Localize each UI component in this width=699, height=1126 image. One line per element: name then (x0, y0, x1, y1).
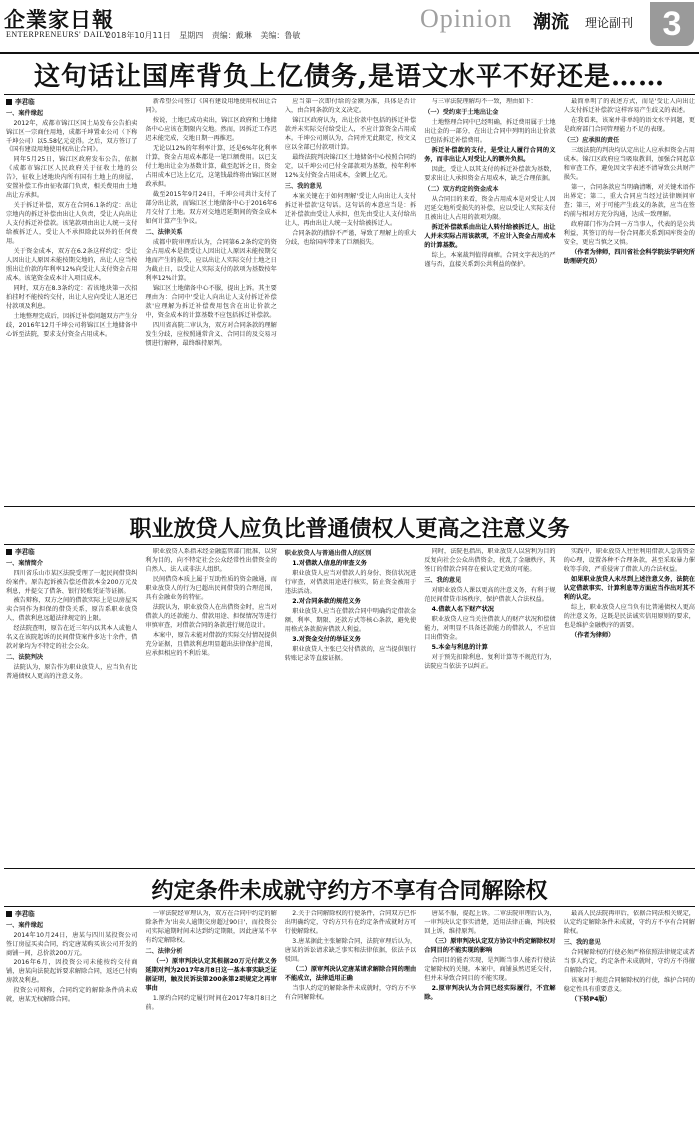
newspaper-logo-english: ENTERPRENEURS' DAILY (6, 30, 111, 39)
paragraph: 应当第一次即付给的金额为准，具体是否计入，由合同条款的文义决定。 (284, 98, 417, 114)
paragraph: 职业放贷人应当对借款人的身份、资信状况进行审查，对借款用途进行核实，防止资金被用于违法活动。 (284, 569, 417, 595)
paragraph: 关于资金成本，双方在6.2条这样约定：受让人因出让人原因未能按期交地的，出让人应当按照出让价款的年利率12%向受让人支付资金占用成本。该笔资金成本计入项目成本。 (6, 248, 138, 283)
paragraph: 新希望公司签订《国有建设用地使用权出让合同》。 (145, 98, 277, 114)
paragraph: 关于拆迁补偿，双方在合同6.1条约定：出让宗地内的拆迁补偿由出让人负责，受让人向出让人支付拆迁补偿款。该笔款项由出让人统一支付给被拆迁人，受让人不承担除此以外的任何费用。 (6, 202, 138, 246)
paragraph: 四川省高院二审认为，双方对合同条款的理解发生分歧，应按照通常含义、合同目的及交易习惯进行解释，最终维持原判。 (145, 321, 277, 347)
paragraph: 1.原约合同约定履行时间在2017年8月8日之前。 (145, 994, 277, 1011)
paragraph: 在我看来，该案并非单纯的语文水平问题，更是政府部门合同管理能力不足的表现。 (563, 116, 695, 133)
paragraph: 最终法院判决锦江区土地储备中心按照合同约定，以千坤公司已付全部款项为基数，按年利率12%支付资金占用成本，金额上亿元。 (284, 153, 417, 179)
text-column (145, 98, 276, 502)
paragraph: 从合同目的来看，资金占用成本是对受让人因迟延交地所受损失的补偿，应以受让人实际支付且被出让人占用的款项为限。 (424, 195, 556, 221)
section-heading: 三、我的意见 (424, 576, 462, 584)
paragraph: 法院认为，职业放贷人在出借资金时，应当对借款人的还款能力、借款用途、担保情况等进行审慎审查，对借款合同的条款进行规范设计。 (145, 603, 277, 629)
article-1-body (6, 98, 695, 502)
issue-weekday: 星期四 (179, 31, 204, 40)
emphasis-paragraph: 4.借款人名下财产状况 (431, 605, 494, 613)
paragraph: 当事人约定的解除条件未成就时，守约方不享有合同解除权。 (284, 984, 417, 1001)
article-3-body (6, 910, 695, 1122)
paragraph: 3.唐某据此主张解除合同，法院审理后认为，唐某的诉讼请求缺乏事实和法律依据，依法予以驳回。 (284, 937, 417, 963)
author-name: 李君临 (15, 98, 35, 106)
text-column (564, 548, 695, 866)
byline-square-icon (6, 99, 12, 105)
paragraph: 按说，土地已成功卖出，锦江区政府和土地储备中心应该在期限内交地。然而，因拆迁工作迟迟未能完成，交地日期一再推迟。 (145, 116, 277, 142)
text-column (424, 910, 555, 1122)
section-heading: 职业放贷人与普通出借人的区别 (284, 550, 372, 557)
paragraph: 实践中，职业放贷人往往利用借款人急需资金的心理，设置各种不合理条款，甚至采取暴力催收等手段，严重侵害了借款人的合法权益。 (563, 548, 695, 573)
article-2-body (6, 548, 695, 866)
text-column (285, 910, 416, 1122)
paragraph: 第一，合同条款应当明确清晰，对关键术语作出界定；第二，重大合同应当经过法律顾问审查；第三，对于可能产生歧义的条款，应当在签约前与相对方充分沟通，达成一致理解。 (563, 183, 695, 218)
emphasis-paragraph: 如果职业放贷人未尽到上述注意义务，法院在认定借款事实、计算利息等方面应当作出对其不利的认定。 (563, 575, 695, 601)
text-column (285, 548, 416, 866)
section-heading: 一、案件缘起 (6, 921, 44, 929)
section-title-english: Opinion (420, 4, 513, 33)
paragraph: 被告辩称，双方之间的借款实际上是以房屋买卖合同作为担保的借贷关系，原告系职业放贷人，借款利息远超法律规定的上限。 (6, 597, 138, 623)
emphasis-paragraph: 5.本金与利息的计算 (431, 643, 488, 651)
issue-date: 2018年10月11日 (106, 31, 171, 40)
newspaper-logo: 企業家日報 (4, 7, 114, 32)
editor-credit: 责编：戴琳 (211, 31, 252, 40)
paragraph: 一审法院经审理认为，双方在合同中约定的解除条件为'出卖人逾期交房超过90日'，而投资公司实际逾期时间未达到约定期限，因此唐某不享有约定解除权。 (145, 910, 277, 944)
paragraph: 经法院查明，原告在近三年内以其本人或他人名义在该院起诉的民间借贷案件多达十余件，借款对象均为不特定的社会公众。 (6, 625, 138, 651)
author-name: 李君临 (15, 548, 35, 556)
emphasis-paragraph: （二）原审判决认定唐某请求解除合同的理由不能成立，法律适用正确 (284, 965, 417, 982)
text-column (6, 98, 137, 502)
paragraph: 同年5月25日，锦江区政府发布公告，依据《成都市锦江区人民政府关于征收土地的公告》，征收上述地块内所有国有土地上的房屋，安置补偿工作由征收部门负责，相关费用由土地出让方承担。 (6, 156, 138, 200)
paragraph: 因此，受让人以其支付的拆迁补偿款为基数，要求出让人承担资金占用成本，缺乏合理依据。 (424, 165, 556, 182)
paragraph: 截至2015年9月24日，千坤公司共计支付了部分出让款，而锦江区土地储备中心于2016年6月交付了土地。双方对交地迟延期间的资金成本如何计算产生争议。 (145, 190, 277, 225)
section-heading: （二）双方约定的资金成本 (424, 185, 499, 193)
paragraph: 合同条款的措辞不严谨，导致了理解上的重大分歧，也给国库带来了巨额损失。 (284, 229, 417, 246)
paragraph: 无论以12%的年利率计算，还是6%年化利率计算，资金占用成本都是一笔巨额费用。以已支付土地出让金为基数计算，截至起诉之日，资金占用成本已达上亿元，这笔钱最终将由锦江区财政承担。 (145, 144, 277, 188)
paragraph: 2014年10月24日，唐某与四川某投资公司签订房屋买卖合同，约定唐某购买该公司开发的商铺一间，总价款200万元。 (6, 931, 138, 957)
section-heading: （三）应承担的责任 (563, 136, 620, 144)
author-note: （下转P4版） (571, 995, 611, 1003)
paragraph: 综上，职业放贷人应当负有比普通债权人更高的注意义务，这既是民法诚实信用原则的要求，也是维护金融秩序的需要。 (563, 603, 695, 629)
paragraph: 锦江区政府认为，出让价款中包括的拆迁补偿款并未实际交付给受让人，不应计算资金占用成本。千坤公司则认为，合同并无此限定，按文义应以全部已付款项计算。 (284, 116, 417, 151)
paragraph: 职业放贷人系指未经金融监管部门批准，以营利为目的，向不特定社会公众经常性出借资金的自然人、法人或非法人组织。 (145, 548, 277, 573)
section-heading: 二、法律关系 (145, 228, 183, 236)
paragraph: 对职业放贷人课以更高的注意义务，有利于规范民间借贷市场秩序，保护借款人合法权益。 (424, 586, 556, 603)
emphasis-paragraph: 1.对借款人信息的审查义务 (292, 559, 367, 567)
author-byline (6, 98, 137, 108)
text-column (145, 910, 276, 1122)
section-subtitle: 理论副刊 (585, 16, 634, 30)
masthead (0, 0, 699, 54)
divider (4, 94, 695, 95)
divider (4, 906, 695, 907)
section-heading: 二、法律分析 (145, 947, 183, 955)
emphasis-paragraph: 拆迁补偿款系由出让人转付给被拆迁人，出让人并未实际占用该款项，不应计入资金占用成本的计算基数。 (424, 223, 556, 249)
text-column (564, 98, 695, 502)
text-column (424, 98, 555, 502)
page-number-badge: 3 (650, 2, 694, 46)
article-2-headline: 职业放贷人应负比普通债权人更高之注意义务 (129, 516, 570, 542)
paragraph: 土地整理合同中已经明确，拆迁费用属于土地出让金的一部分，在出让合同中列明的出让价款已包括拆迁补偿费用。 (424, 118, 556, 144)
dateline (106, 30, 306, 41)
text-column (424, 548, 555, 866)
divider (4, 868, 695, 869)
paragraph: 锦江区土地储备中心不服，提出上诉。其主要理由为：合同中'受让人向出让人支付拆迁补偿款'应理解为拆迁补偿费用包含在出让价款之中，资金成本的计算基数不应包括拆迁补偿款。 (145, 284, 277, 319)
article-1-headline: 这句话让国库背负上亿债务,是语文水平不好还是…… (33, 62, 666, 92)
paragraph: 同时，法院也指出，职业放贷人以营利为目的反复向社会公众出借资金，扰乱了金融秩序，其签订的借款合同存在被认定无效的可能。 (424, 548, 556, 573)
text-column (145, 548, 276, 866)
emphasis-paragraph: （三）原审判决认定双方协议中约定解除权对合同目的不能实现的影响 (424, 937, 556, 954)
author-note: （作者为律师，四川省社会科学院法学研究所助理研究员） (563, 248, 695, 265)
emphasis-paragraph: 拆迁补偿款的支付，是受让人履行合同的义务，而非出让人对受让人的额外负担。 (424, 146, 556, 163)
section-heading: （一）受约束于土地出让金 (424, 108, 499, 116)
paragraph: 2.关于合同解除权的行使条件，合同双方已作出明确约定，守约方只有在约定条件成就时方可行使解除权。 (284, 910, 417, 935)
paragraph: 投资公司辩称，合同约定的解除条件尚未成就，唐某无权解除合同。 (6, 987, 138, 1004)
paragraph: 本案关键在于如何理解'受让人向出让人支付拆迁补偿款'这句话。这句话的本意应当是：拆迁补偿款由受让人承担，但先由受让人支付给出让人，再由出让人统一支付给被拆迁人。 (284, 192, 417, 227)
byline-square-icon (6, 549, 12, 555)
section-title: 潮流 (533, 12, 569, 33)
paragraph: 该案对于规范合同解除权的行使，维护合同的稳定性具有重要意义。 (563, 976, 695, 993)
text-column (6, 548, 137, 866)
paragraph: 成都中院审理后认为，合同第6.2条约定的资金占用成本是指受让人因出让人原因未能按期交地而产生的损失，应以出让人实际交付土地之日为截止日，以受让人实际支付的款项为基数按年利率12%计算。 (145, 238, 277, 282)
emphasis-paragraph: （一）原审判决认定其根据20万元付款义务延期对判为2017年8月8日这一基本事实缺乏证据证明，触及民诉法第200条第2项规定之再审事由 (145, 957, 277, 992)
section-heading: 三、我的意见 (563, 938, 601, 946)
paragraph: 对于预先扣除利息、复利计算等不规范行为，法院应当依法予以纠正。 (424, 653, 556, 670)
paragraph: 合同目的能否实现，是判断当事人能否行使法定解除权的关键。本案中，商铺虽然迟延交付，但并未导致合同目的不能实现。 (424, 956, 556, 982)
paragraph: 合同解除权的行使必须严格依照法律规定或者当事人约定，约定条件未成就时，守约方不得擅自解除合同。 (563, 948, 695, 974)
paragraph: 三级法院的判决均认定出让人应承担资金占用成本。锦江区政府应当吸取教训，加强合同起草和审查工作，避免因文字表述不清导致公共财产损失。 (563, 146, 695, 181)
paragraph: 综上，本案裁判值得商榷。合同文字表达的严谨与否，直接关系到公共利益的保护。 (424, 251, 556, 268)
text-column (285, 98, 416, 502)
author-note: （作者为律师） (571, 631, 615, 639)
paragraph: 2016年6月，因投资公司未能按约交付商铺，唐某向法院起诉要求解除合同，返还已付购房款及利息。 (6, 959, 138, 985)
emphasis-paragraph: 2.原审判决认为合同已经实际履行，不宜解除。 (424, 984, 556, 1001)
section-heading: 一、案件缘起 (6, 109, 44, 117)
byline-square-icon (6, 911, 12, 917)
text-column (564, 910, 695, 1122)
emphasis-paragraph: 2.对合同条款的规范义务 (292, 597, 361, 605)
article-3-headline: 约定条件未成就守约方不享有合同解除权 (151, 878, 548, 904)
paragraph: 职业放贷人应当关注借款人的财产状况和偿债能力，对明显不具备还款能力的借款人，不应盲目出借资金。 (424, 615, 556, 641)
author-byline (6, 548, 137, 558)
paragraph: 本案中，原告未能对借款的实际交付情况提供充分证据，且借款利息明显超出法律保护范围，应承担相应的不利后果。 (145, 631, 277, 657)
paragraph: 职业放贷人应当在借款合同中明确约定借款金额、利率、期限、还款方式等核心条款，避免使用格式条款损害借款人利益。 (284, 607, 417, 633)
paragraph: 四川省乐山市某区法院受理了一起民间借贷纠纷案件。原告起诉被告偿还借款本金200万元及利息，并提交了借条、银行转账凭证等证据。 (6, 569, 138, 595)
paragraph: 职业放贷人主张已交付借款的，应当提供银行转账记录等直接证据。 (284, 645, 417, 662)
paragraph: 2012年，成都市锦江区国土局发布公告拍卖锦江区一宗商住用地，成都千坤置业公司（下称千坤公司）以5.58亿元竞得。之后，双方签订了《国有建设用地使用权出让合同》。 (6, 119, 138, 154)
divider (4, 544, 695, 545)
paragraph: 最高人民法院再审后，依据合同法相关规定，认定约定解除条件未成就，守约方不享有合同解除权。 (563, 910, 695, 935)
emphasis-paragraph: 3.对资金交付的举证义务 (292, 635, 361, 643)
paragraph: 民间借贷本质上属于互助性质的资金融通，而职业放贷人的行为已超出民间借贷的合理范围，具有金融业务的特征。 (145, 575, 277, 601)
paragraph: 最简单明了的表述方式，而是'受让人向出让人支付拆迁补偿款'这样容易产生歧义的表述。 (563, 98, 695, 114)
paragraph: 政府部门作为合同一方当事人，代表的是公共利益，其签订的每一份合同都关系到国库资金的安全，更应当慎之又慎。 (563, 220, 695, 246)
paragraph: 法院认为，原告作为职业放贷人，应当负有比普通债权人更高的注意义务。 (6, 664, 138, 681)
section-heading: 二、法院判决 (6, 654, 44, 662)
paragraph: 与三审法院理解均不一致，理由如下： (431, 98, 537, 105)
section-heading: 一、案情简介 (6, 559, 44, 567)
section-heading: 三、我的意见 (284, 182, 322, 190)
paragraph: 同时，双方在8.3条约定：若该地块第一次招拍挂时不能按约交付，出让人应向受让人退还已付款项及利息。 (6, 285, 138, 311)
divider (4, 506, 695, 507)
author-name: 李君临 (15, 910, 35, 918)
paragraph: 唐某不服，提起上诉。二审法院审理后认为，一审判决认定事实清楚，适用法律正确，判决驳回上诉，维持原判。 (424, 910, 556, 935)
paragraph: 土地整理完成后，因拆迁补偿问题双方产生分歧，2016年12月千坤公司将锦江区土地储备中心诉至法院，要求支付资金占用成本。 (6, 313, 138, 339)
text-column (6, 910, 137, 1122)
author-byline (6, 910, 137, 920)
designer-credit: 美编：鲁敏 (260, 31, 301, 40)
